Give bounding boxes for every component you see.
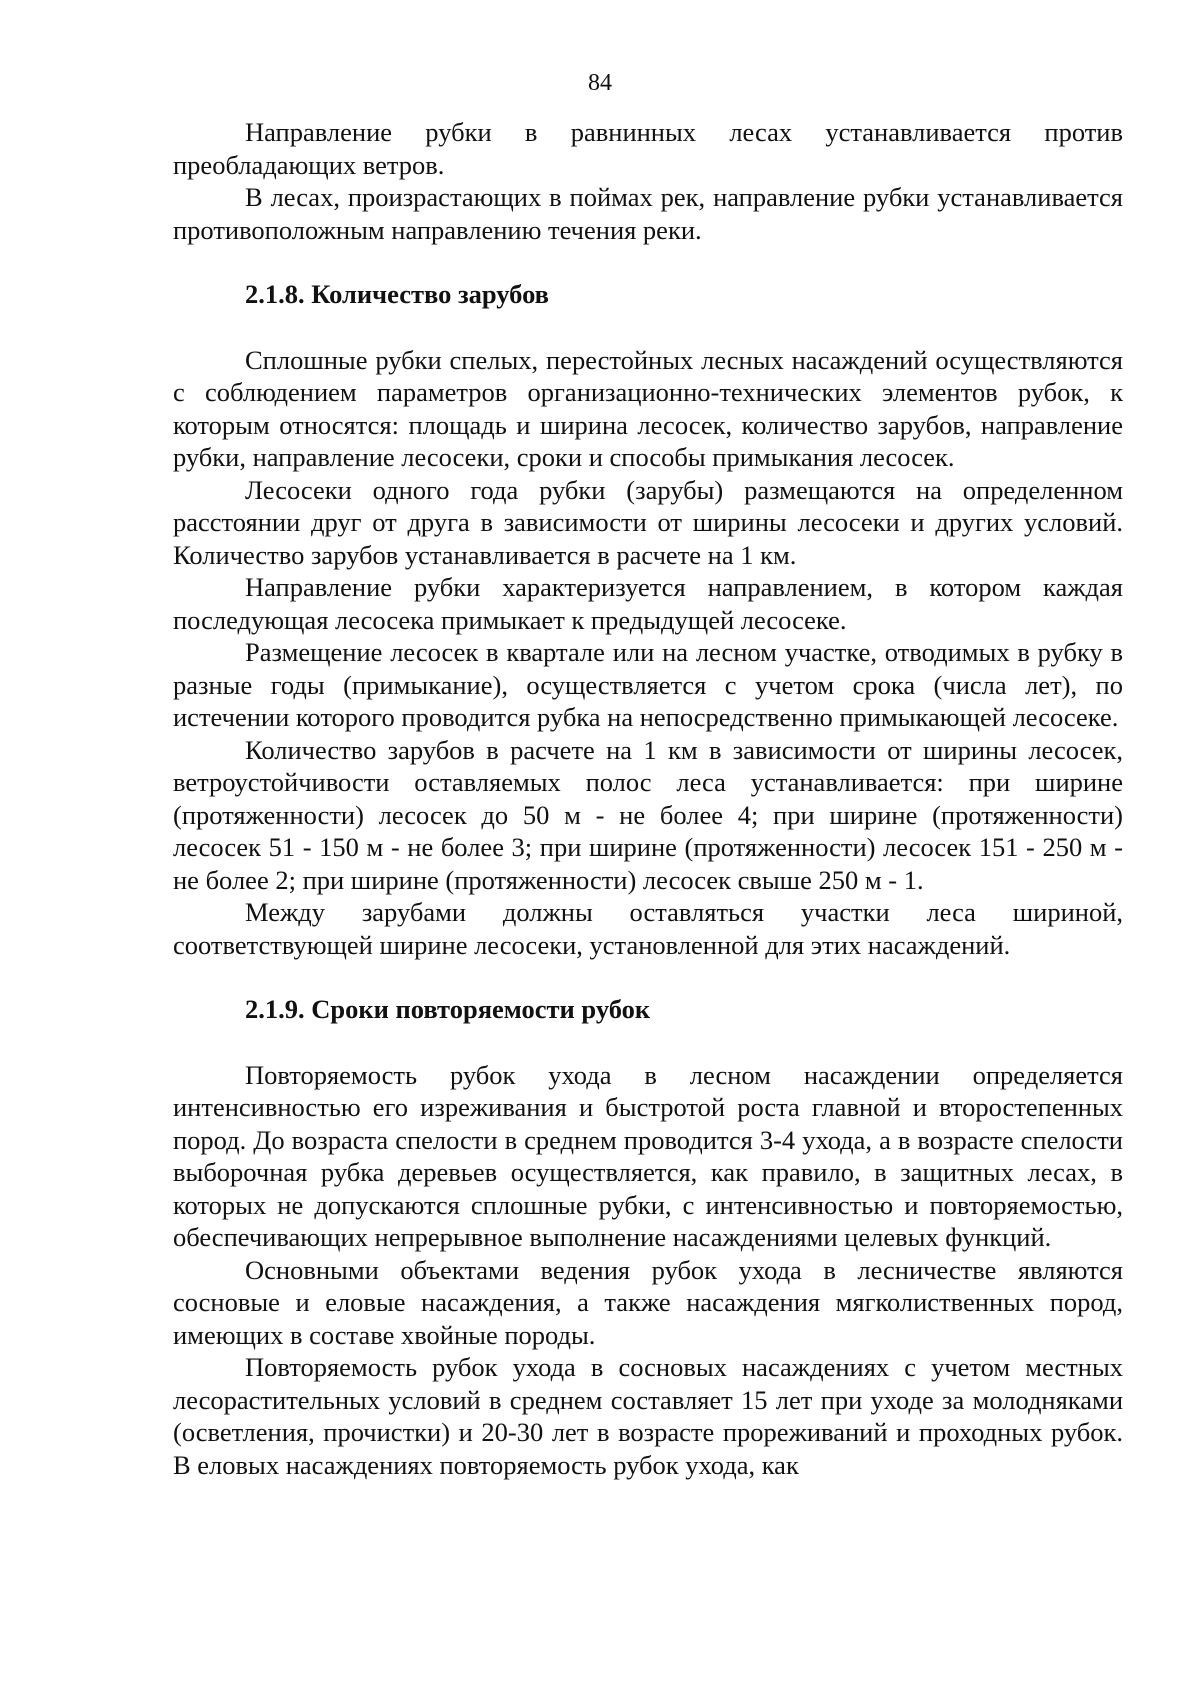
paragraph: Повторяемость рубок ухода в лесном насаждении определяется интенсивностью его изреживания и быстротой роста главной и второстепенных пород. До возраста спелости в среднем проводится 3-4 ухода, а в возрасте спелости выборочная рубка деревьев осуществляется, как правило, в защитных лесах, в которых не допускаются сплошные рубки, с интенсивностью и повторяемостью, обеспечивающих непрерывное выполнение насаждениями целевых функций. bbox=[173, 1059, 1123, 1252]
section-heading: 2.1.9. Сроки повторяемости рубок bbox=[245, 994, 651, 1024]
paragraph: Основными объектами ведения рубок ухода в лесничестве являются сосновые и еловые насаждения, а также насаждения мягколиственных пород, имеющих в составе хвойные породы. bbox=[173, 1254, 1123, 1350]
paragraph: Лесосеки одного года рубки (зарубы) размещаются на определенном расстоянии друг от друга в зависимости от ширины лесосеки и других условий. Количество зарубов устанавливается в расчете на 1 км. bbox=[173, 474, 1123, 570]
section-heading: 2.1.8. Количество зарубов bbox=[245, 279, 549, 309]
paragraph: Сплошные рубки спелых, перестойных лесных насаждений осуществляются с соблюдением параметров организационно-технических элементов рубок, к которым относятся: площадь и ширина лесосек, количество зарубов, направление рубки, направление лесосеки, сроки и способы примыкания лесосек. bbox=[173, 344, 1123, 472]
paragraph: Размещение лесосек в квартале или на лесном участке, отводимых в рубку в разные годы (примыкание), осуществляется с учетом срока (числа лет), по истечении которого проводится рубка на непосредственно примыкающей лесосеке. bbox=[173, 637, 1123, 732]
paragraph: Между зарубами должны оставляться участки леса шириной, соответствующей ширине лесосеки, установленной для этих насаждений. bbox=[173, 897, 1123, 960]
paragraph: Направление рубки характеризуется направлением, в котором каждая последующая лесосека примыкает к предыдущей лесосеке. bbox=[173, 572, 1123, 635]
paragraph: Количество зарубов в расчете на 1 км в зависимости от ширины лесосек, ветроустойчивости оставляемых полос леса устанавливается: при ширине (протяженности) лесосек до 50 м - не более 4; при ширине (протяженности) лесосек 51 - 150 м - не более 3; при ширине (протяженности) лесосек 151 - 250 м - не более 2; при ширине (протяженности) лесосек свыше 250 м - 1. bbox=[173, 734, 1123, 895]
paragraph: Направление рубки в равнинных лесах устанавливается против преобладающих ветров. bbox=[173, 117, 1123, 180]
paragraph: В лесах, произрастающих в поймах рек, направление рубки устанавливается противоположным направлению течения реки. bbox=[173, 182, 1123, 245]
paragraph: Повторяемость рубок ухода в сосновых насаждениях с учетом местных лесорастительных условий в среднем составляет 15 лет при уходе за молодняками (осветления, прочистки) и 20-30 лет в возрасте прореживаний и проходных рубок. В еловых насаждениях повторяемость рубок ухода, как bbox=[173, 1352, 1123, 1480]
document-body bbox=[173, 116, 1123, 1481]
page-number: 84 bbox=[588, 70, 612, 96]
